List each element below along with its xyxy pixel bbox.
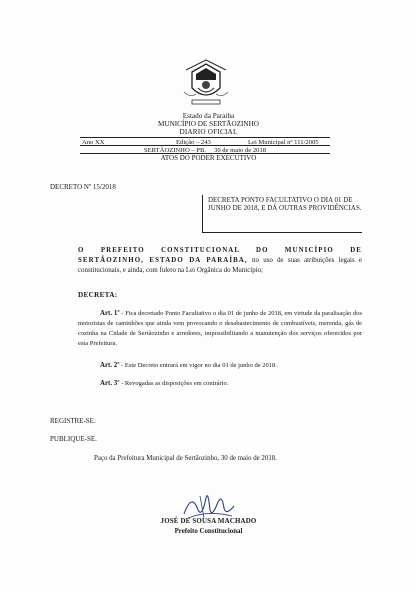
article-2	[78, 361, 362, 371]
publique-line: PUBLIQUE-SE.	[50, 435, 97, 443]
header-law: Lei Municipal nº 111/2005	[248, 139, 319, 146]
article-label: Art. 1º	[100, 310, 120, 317]
header-place: SERTÃOZINHO – PB.	[143, 147, 207, 154]
article-3	[78, 379, 362, 389]
article-1	[78, 309, 362, 349]
decree-number: DECRETO Nº 15/2018	[50, 183, 116, 191]
decree-preamble	[78, 246, 362, 276]
preamble-text: no uso de suas atribuições legais e constitucionais, e ainda, com fulero na Lei Orgânica do Município;	[78, 257, 362, 274]
signatory-title: Prefeito Constitucional	[174, 528, 243, 535]
header-date: 30 de maio de 2018	[214, 147, 267, 154]
closing-line: Paço da Prefeitura Municipal de Sertãozinho, 30 de maio de 2018.	[94, 455, 277, 462]
header-edition: Edição – 243	[176, 139, 211, 146]
header-year: Ano XX	[82, 139, 105, 146]
article-text: - Este Decreto entrará em vigor no dia 01 de junho de 2018 .	[119, 362, 279, 369]
decreta-heading: DECRETA:	[78, 291, 118, 299]
signatory-name: JOSÉ DE SOUSA MACHADO	[160, 518, 257, 525]
article-text: - Revogadas as disposições em contrário.	[119, 380, 229, 387]
header-state: Estado da Paraiba	[182, 112, 235, 120]
header-divider	[80, 137, 330, 138]
header-section: ATOS DO PODER EXECUTIVO	[160, 154, 257, 162]
decree-summary: DECRETA PONTO FACULTATIVO O DIA 01 DE JUNHO DE 2018, E DÁ OUTRAS PROVIDÊNCIAS.	[202, 195, 362, 233]
registre-line: REGISTRE-SE.	[50, 417, 96, 425]
article-label: Art. 2º	[100, 362, 120, 369]
header-municipality: MUNICÍPIO DE SERTÃOZINHO	[158, 120, 259, 128]
coat-of-arms-icon	[178, 58, 234, 108]
handwritten-signature	[178, 488, 238, 522]
preamble-authority: O PREFEITO CONSTITUCIONAL DO MUNICÍPIO DE SERTÃOZINHO, ESTADO DA PARAÍBA,	[78, 247, 362, 264]
header-gazette: DIARIO OFICIAL	[179, 128, 238, 136]
header-divider	[80, 145, 330, 146]
article-label: Art. 3º	[100, 380, 120, 387]
article-text: - Fica decretado Ponto Facultativo o dia 01 de junho de 2018, em virtude da paralisação dos motoristas de caminhões que ainda vem provocando o desabastecimento de combustíveis, merenda, gás de cozinha na Cidade de Sertãozinho e arredores, impossibilitando a manutenção dos serviços oferecidos por esta Prefeitura.	[78, 310, 362, 347]
